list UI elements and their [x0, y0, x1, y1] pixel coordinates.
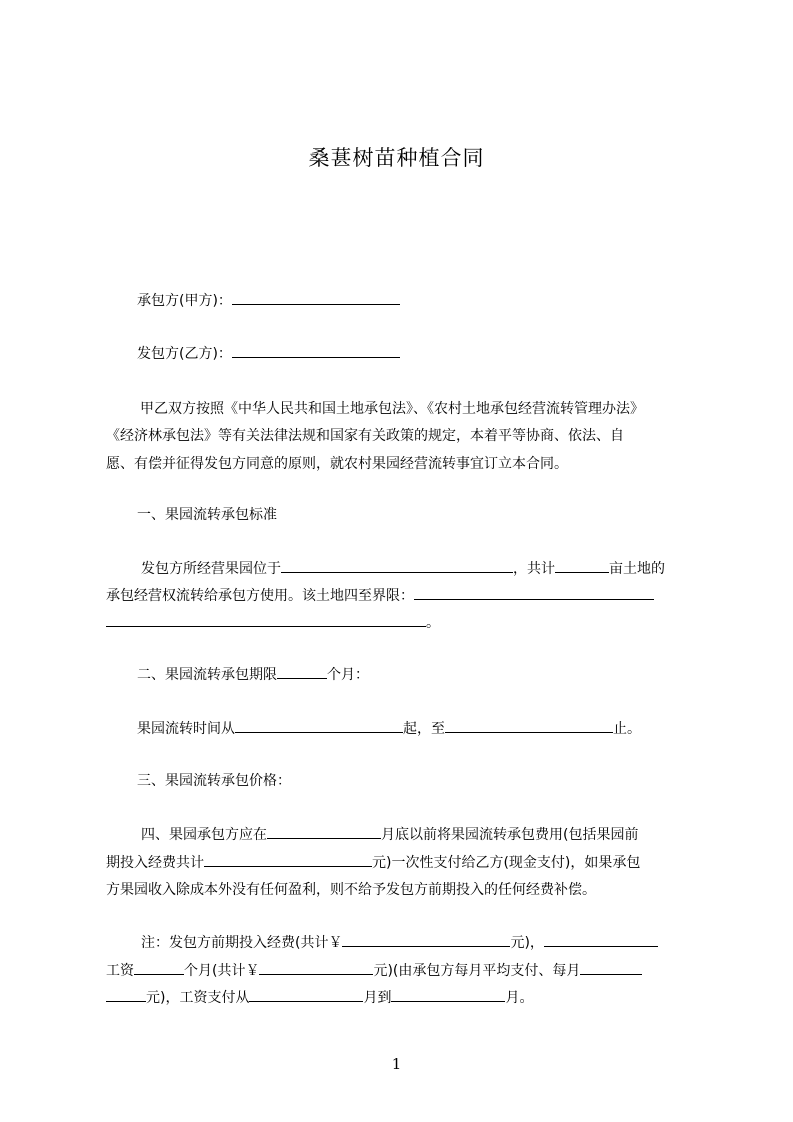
monthly-wage-blank	[580, 960, 642, 975]
s1-area-unit: 亩土地的	[609, 561, 665, 577]
term-months-blank	[277, 664, 327, 679]
note-text-e: 元)(由承包方每月平均支付、每月	[373, 963, 581, 979]
document-title: 桑葚树苗种植合同	[308, 146, 485, 170]
s1-location-label: 发包方所经营果园位于	[141, 561, 281, 577]
note-label: 注：发包方前期投入经费(共计￥	[141, 935, 343, 951]
section-4-line-3: 方果园收入除成本外没有任何盈利，则不给予发包方前期投入的任何经费补偿。	[106, 882, 596, 898]
section-4-line-1	[141, 824, 638, 846]
section-1-heading: 一、果园流转承包标准	[137, 507, 277, 523]
s1-end-mark: 。	[426, 615, 440, 631]
party-a-line	[137, 290, 400, 312]
section-1-para-line-3	[106, 612, 440, 634]
note-text-f: 元)，工资支付从	[146, 990, 250, 1006]
term-start-blank	[235, 718, 403, 733]
note-wage-label: 工资	[106, 963, 134, 979]
party-b-blank	[232, 343, 400, 358]
term-from-label: 果园流转时间从	[137, 721, 235, 737]
term-end-label: 止。	[613, 721, 641, 737]
s4-text-c: 期投入经费共计	[106, 855, 204, 871]
investment-total-blank	[204, 852, 372, 867]
s1-total-label: ，共计	[513, 561, 555, 577]
section-3-heading: 三、果园流转承包价格：	[137, 773, 291, 789]
note-text-b: 元)，	[510, 935, 544, 951]
boundary-blank-2	[106, 612, 426, 627]
party-b-label: 发包方(乙方)：	[137, 346, 232, 362]
note-extra-blank	[544, 932, 658, 947]
s1-boundary-label: 承包经营权流转给承包方使用。该土地四至界限：	[106, 588, 414, 604]
boundary-blank-1	[414, 585, 654, 600]
section-2-unit: 个月：	[327, 667, 369, 683]
location-blank	[281, 558, 513, 573]
wage-total-blank	[259, 960, 373, 975]
monthly-wage-blank-cont	[106, 987, 146, 1002]
s4-text-d: 元)一次性支付给乙方(现金支付)，如果承包	[372, 855, 641, 871]
note-text-g: 月到	[363, 990, 392, 1006]
s4-text-b: 月底以前将果园流转承包费用(包括果园前	[381, 827, 639, 843]
intro-line-2: 《经济林承包法》等有关法律法规和国家有关政策的规定，本着平等协商、依法、自	[106, 428, 624, 444]
note-line-3	[106, 987, 533, 1009]
area-blank	[555, 558, 609, 573]
note-text-h: 月。	[505, 990, 534, 1006]
section-1-para-line-1	[141, 558, 665, 580]
party-a-label: 承包方(甲方)：	[137, 293, 232, 309]
page-number: 1	[391, 1055, 402, 1073]
term-period-line	[137, 718, 641, 740]
section-1-para-line-2	[106, 585, 654, 607]
wage-months-blank	[134, 960, 184, 975]
wage-start-blank	[249, 987, 363, 1002]
party-a-blank	[232, 290, 400, 305]
intro-line-3: 愿、有偿并征得发包方同意的原则，就农村果园经营流转事宜订立本合同。	[106, 456, 568, 472]
section-4-line-2	[106, 852, 640, 874]
wage-end-blank	[391, 987, 505, 1002]
intro-line-1: 甲乙双方按照《中华人民共和国土地承包法》、《农村土地承包经营流转管理办法》	[140, 401, 644, 417]
term-to-label: 起，至	[403, 721, 445, 737]
party-b-line	[137, 343, 400, 365]
note-total-blank	[342, 932, 510, 947]
note-text-d: 个月(共计￥	[184, 963, 260, 979]
payment-month-blank	[267, 824, 381, 839]
s4-label: 四、果园承包方应在	[141, 827, 267, 843]
note-line-2	[106, 960, 642, 982]
section-2-label: 二、果园流转承包期限	[137, 667, 277, 683]
note-line-1	[141, 932, 658, 954]
term-end-blank	[445, 718, 613, 733]
section-2-heading	[137, 664, 369, 686]
